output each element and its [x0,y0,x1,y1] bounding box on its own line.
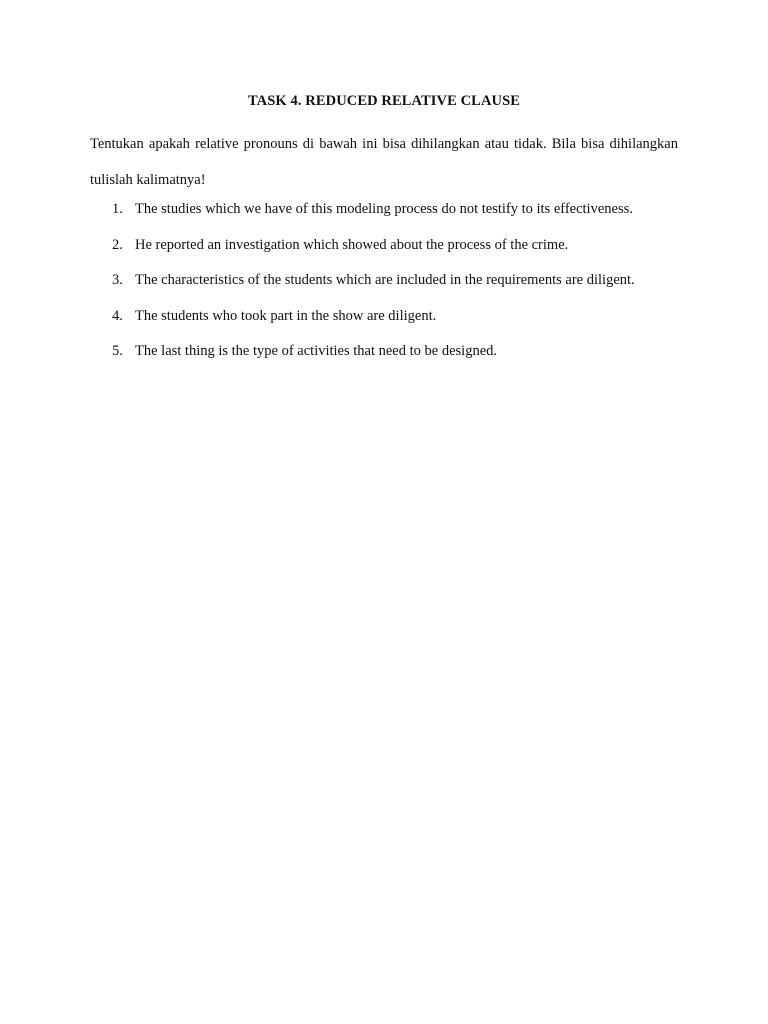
item-number: 4. [112,307,123,324]
list-item [90,199,690,235]
item-number: 2. [112,236,123,253]
instruction-paragraph: Tentukan apakah relative pronouns di bawah ini bisa dihilangkan atau tidak. Bila bisa dihilangkan tulislah kalimatnya! [90,136,678,188]
item-number: 3. [112,272,123,288]
item-text: The studies which we have of this modeling process do not testify to its effectiveness. [135,201,633,217]
item-text: The characteristics of the students which are included in the requirements are diligent. [135,272,635,288]
item-text: The last thing is the type of activities that need to be designed. [135,343,498,359]
item-number: 5. [112,343,123,359]
list-item [90,270,690,306]
item-text: The students who took part in the show are diligent. [135,307,437,324]
item-text: He reported an investigation which showed about the process of the crime. [135,236,569,253]
list-item [90,235,690,271]
document-title: TASK 4. REDUCED RELATIVE CLAUSE [247,93,521,109]
list-item [90,306,690,342]
list-item [90,341,690,377]
exercise-list [90,199,690,377]
item-number: 1. [112,201,123,217]
